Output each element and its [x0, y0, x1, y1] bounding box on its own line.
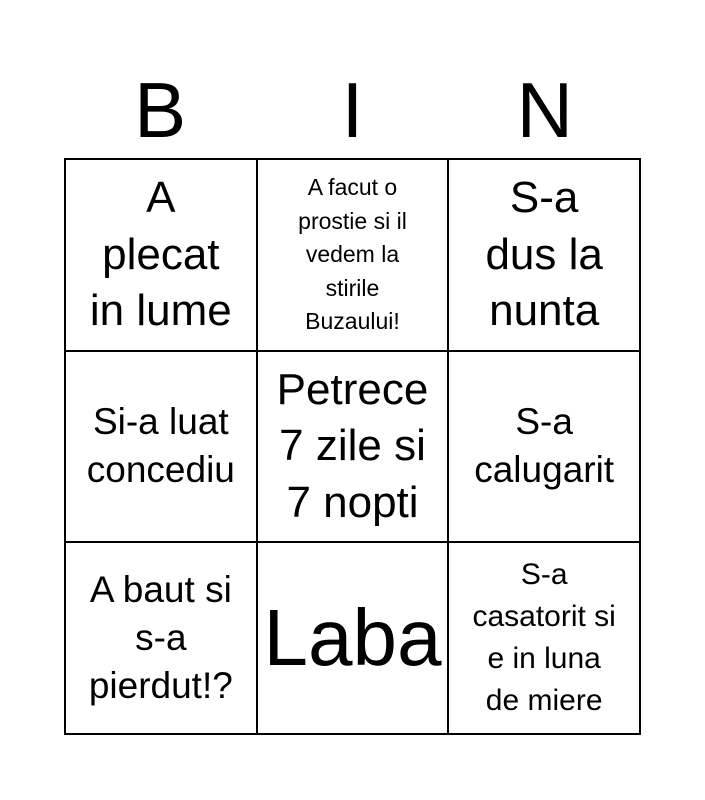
bingo-grid [64, 158, 641, 735]
bingo-cell[interactable] [449, 352, 641, 544]
header-letter-b: B [134, 66, 187, 154]
bingo-cell[interactable] [258, 160, 450, 352]
cell-text: A facut o prostie si il vedem la stirile Buzaului! [298, 174, 407, 334]
cell-text: S-a casatorit si e in luna de miere [472, 558, 616, 718]
bingo-cell[interactable] [258, 352, 450, 544]
bingo-cell[interactable] [66, 543, 258, 735]
cell-text: Petrece 7 zile si 7 nopti [276, 365, 429, 527]
cell-text: Si-a luat concediu [86, 401, 235, 491]
bingo-cell[interactable] [449, 543, 641, 735]
bingo-cell[interactable] [66, 352, 258, 544]
bingo-cell[interactable] [258, 543, 450, 735]
cell-text: S-a dus la nunta [485, 173, 603, 335]
header-letter-n: N [516, 66, 573, 154]
bingo-cell[interactable] [449, 160, 641, 352]
cell-text: S-a calugarit [474, 401, 615, 491]
cell-text: A plecat in lume [89, 173, 232, 335]
bingo-header [64, 62, 641, 158]
header-letter-i: I [341, 66, 364, 154]
cell-text: A baut si s-a pierdut!? [88, 569, 233, 707]
cell-text: Laba [263, 593, 442, 683]
bingo-cell[interactable] [66, 160, 258, 352]
